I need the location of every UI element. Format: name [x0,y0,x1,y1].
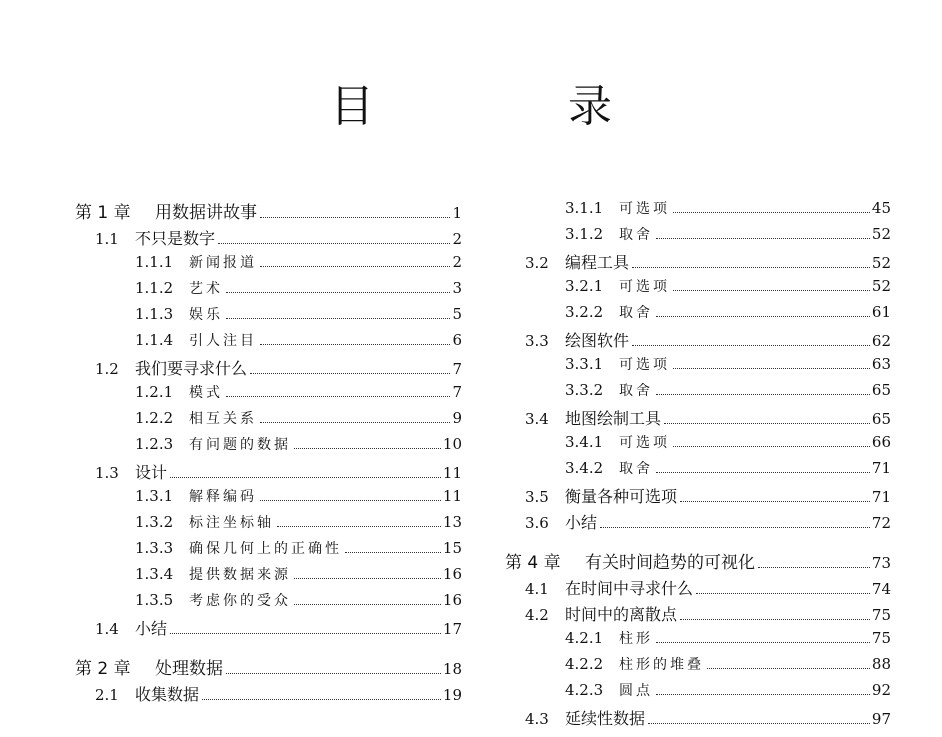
toc-entry-sec[interactable] [505,576,891,602]
toc-entry-title: 设计 [135,463,168,482]
toc-entry-page: 13 [442,513,462,531]
toc-entry-number: 3.3.1 [565,355,604,373]
toc-entry-number: 1.2 [95,360,119,378]
dot-leader [696,593,870,594]
toc-entry-sec[interactable] [75,356,462,382]
dot-leader [260,422,450,423]
toc-entry-title: 小结 [565,513,598,532]
toc-entry-title: 取舍 [619,383,653,399]
toc-entry-page: 74 [871,580,891,598]
toc-entry-number: 1.1.4 [135,331,174,349]
dot-leader [260,217,450,218]
toc-entry-sec[interactable] [505,406,891,432]
toc-entry-number: 4.1 [525,580,549,598]
toc-entry-number: 1.3.4 [135,565,174,583]
dot-leader [656,238,870,239]
toc-entry-number: 1.3.5 [135,591,174,609]
toc-entry-page: 9 [452,409,462,427]
toc-entry-page: 71 [871,459,891,477]
toc-entry-page: 16 [442,565,462,583]
toc-entry-sub[interactable] [505,354,891,380]
toc-entry-sec[interactable] [75,226,462,252]
toc-entry-number: 1.1 [95,230,119,248]
toc-entry-title: 考虑你的受众 [189,593,291,609]
toc-entry-number: 1.3.2 [135,513,174,531]
toc-entry-title: 编程工具 [565,253,630,272]
toc-entry-title: 标注坐标轴 [189,515,274,531]
toc-entry-page: 16 [442,591,462,609]
dot-leader [170,633,441,634]
toc-entry-number: 1.2.3 [135,435,174,453]
toc-entry-sub[interactable] [505,654,891,680]
toc-entry-number: 第 1 章 [75,203,131,223]
toc-entry-title: 处理数据 [155,659,223,679]
toc-column-left [75,198,462,708]
toc-entry-sub[interactable] [505,458,891,484]
toc-entry-sub[interactable] [505,432,891,458]
toc-entry-page: 66 [871,433,891,451]
toc-entry-title: 解释编码 [189,489,257,505]
toc-entry-sub[interactable] [75,304,462,330]
toc-entry-title: 引人注目 [189,333,257,349]
toc-entry-sub[interactable] [505,198,891,224]
toc-entry-number: 3.3 [525,332,549,350]
toc-entry-sec[interactable] [505,706,891,732]
toc-entry-number: 3.2.2 [565,303,604,321]
dot-leader [656,394,870,395]
toc-entry-number: 3.5 [525,488,549,506]
toc-entry-sec[interactable] [505,602,891,628]
toc-entry-number: 3.2.1 [565,277,604,295]
toc-entry-number: 4.2 [525,606,549,624]
toc-entry-page: 6 [452,331,462,349]
toc-entry-title: 在时间中寻求什么 [565,579,694,598]
toc-entry-number: 第 4 章 [505,553,561,573]
toc-entry-page: 97 [871,710,891,728]
toc-entry-page: 63 [871,355,891,373]
toc-entry-chap[interactable] [75,198,462,226]
dot-leader [673,212,870,213]
dot-leader [632,345,870,346]
toc-entry-sub[interactable] [75,278,462,304]
toc-entry-title: 可选项 [619,435,670,451]
toc-entry-page: 18 [442,660,462,678]
toc-entry-page: 52 [871,225,891,243]
dot-leader [673,446,870,447]
dot-leader [707,668,870,669]
toc-entry-number: 4.2.1 [565,629,604,647]
dot-leader [294,578,441,579]
toc-entry-page: 11 [442,464,462,482]
dot-leader [680,619,870,620]
toc-entry-title: 相互关系 [189,411,257,427]
toc-entry-number: 1.3 [95,464,119,482]
dot-leader [226,292,450,293]
toc-entry-number: 4.2.2 [565,655,604,673]
toc-entry-sec[interactable] [505,250,891,276]
dot-leader [170,477,441,478]
dot-leader [656,472,870,473]
toc-entry-title: 柱形 [619,631,653,647]
dot-leader [680,501,870,502]
dot-leader [656,642,870,643]
toc-entry-number: 1.3.1 [135,487,174,505]
toc-entry-title: 不只是数字 [135,229,216,248]
toc-entry-number: 1.3.3 [135,539,174,557]
toc-entry-sec[interactable] [505,484,891,510]
dot-leader [673,290,870,291]
dot-leader [664,423,870,424]
toc-entry-page: 88 [871,655,891,673]
toc-entry-page: 2 [452,230,462,248]
toc-entry-page: 75 [871,629,891,647]
toc-entry-page: 1 [452,204,462,222]
toc-entry-title: 艺术 [189,281,223,297]
toc-entry-title: 衡量各种可选项 [565,487,678,506]
toc-entry-sub[interactable] [75,486,462,512]
toc-entry-page: 45 [871,199,891,217]
toc-entry-number: 4.2.3 [565,681,604,699]
toc-entry-page: 5 [452,305,462,323]
toc-entry-page: 71 [871,488,891,506]
page-title: 目 录 [330,81,702,132]
toc-entry-title: 用数据讲故事 [155,203,257,223]
toc-entry-sub[interactable] [75,408,462,434]
toc-entry-sub[interactable] [505,380,891,406]
toc-entry-chap[interactable] [505,548,891,576]
dot-leader [260,344,450,345]
toc-entry-title: 新闻报道 [189,255,257,271]
dot-leader [226,673,441,674]
toc-entry-page: 3 [452,279,462,297]
toc-entry-page: 61 [871,303,891,321]
toc-entry-page: 73 [871,554,891,572]
dot-leader [656,316,870,317]
toc-entry-page: 11 [442,487,462,505]
toc-entry-title: 有关时间趋势的可视化 [585,553,755,573]
toc-entry-page: 52 [871,254,891,272]
toc-entry-title: 模式 [189,385,223,401]
toc-entry-sub[interactable] [75,512,462,538]
toc-entry-sub[interactable] [75,330,462,356]
toc-entry-sec[interactable] [75,460,462,486]
dot-leader [226,318,450,319]
toc-entry-sub[interactable] [505,302,891,328]
toc-entry-page: 72 [871,514,891,532]
toc-entry-number: 1.2.1 [135,383,174,401]
toc-entry-title: 提供数据来源 [189,567,291,583]
toc-entry-page: 52 [871,277,891,295]
dot-leader [673,368,870,369]
dot-leader [260,266,450,267]
dot-leader [758,567,870,568]
toc-entry-title: 柱形的堆叠 [619,657,704,673]
toc-entry-number: 1.4 [95,620,119,638]
toc-entry-number: 1.1.2 [135,279,174,297]
toc-entry-number: 1.1.1 [135,253,174,271]
toc-entry-number: 2.1 [95,686,119,704]
toc-entry-title: 确保几何上的正确性 [189,541,342,557]
toc-entry-sec[interactable] [505,510,891,536]
toc-entry-sub[interactable] [75,434,462,460]
toc-entry-page: 65 [871,410,891,428]
dot-leader [294,448,441,449]
toc-entry-sub[interactable] [505,224,891,250]
toc-entry-page: 2 [452,253,462,271]
toc-entry-title: 娱乐 [189,307,223,323]
toc-entry-number: 3.4.1 [565,433,604,451]
toc-entry-page: 65 [871,381,891,399]
toc-entry-number: 4.3 [525,710,549,728]
toc-entry-sub[interactable] [505,680,891,706]
toc-entry-title: 取舍 [619,461,653,477]
toc-entry-title: 绘图软件 [565,331,630,350]
dot-leader [202,699,441,700]
toc-entry-title: 延续性数据 [565,709,646,728]
toc-entry-page: 92 [871,681,891,699]
toc-entry-title: 圆点 [619,683,653,699]
toc-entry-number: 1.2.2 [135,409,174,427]
toc-entry-sec[interactable] [75,616,462,642]
toc-entry-chap[interactable] [75,654,462,682]
toc-entry-title: 取舍 [619,305,653,321]
toc-column-right [505,198,891,732]
toc-entry-number: 3.1.2 [565,225,604,243]
toc-entry-number: 3.3.2 [565,381,604,399]
toc-entry-page: 7 [452,383,462,401]
toc-entry-title: 可选项 [619,201,670,217]
toc-entry-sub[interactable] [75,382,462,408]
toc-entry-page: 62 [871,332,891,350]
toc-entry-title: 有问题的数据 [189,437,291,453]
dot-leader [277,526,441,527]
toc-entry-title: 可选项 [619,279,670,295]
dot-leader [648,723,870,724]
toc-entry-sub[interactable] [75,538,462,564]
toc-entry-page: 10 [442,435,462,453]
toc-entry-number: 3.4.2 [565,459,604,477]
toc-entry-number: 3.1.1 [565,199,604,217]
toc-entry-title: 收集数据 [135,685,200,704]
toc-entry-sub[interactable] [75,590,462,616]
toc-entry-page: 75 [871,606,891,624]
toc-entry-sub[interactable] [75,564,462,590]
toc-entry-page: 19 [442,686,462,704]
dot-leader [600,527,870,528]
toc-entry-number: 第 2 章 [75,659,131,679]
toc-entry-sub[interactable] [505,276,891,302]
dot-leader [226,396,450,397]
toc-entry-number: 3.6 [525,514,549,532]
dot-leader [294,604,441,605]
toc-entry-number: 1.1.3 [135,305,174,323]
toc-entry-sub[interactable] [505,628,891,654]
toc-entry-page: 7 [452,360,462,378]
toc-entry-title: 取舍 [619,227,653,243]
toc-entry-title: 地图绘制工具 [565,409,662,428]
toc-entry-page: 17 [442,620,462,638]
dot-leader [632,267,870,268]
toc-entry-title: 可选项 [619,357,670,373]
dot-leader [260,500,441,501]
dot-leader [250,373,450,374]
toc-entry-number: 3.4 [525,410,549,428]
toc-entry-sec[interactable] [505,328,891,354]
dot-leader [218,243,450,244]
toc-entry-sub[interactable] [75,252,462,278]
dot-leader [345,552,441,553]
toc-entry-page: 15 [442,539,462,557]
toc-entry-title: 我们要寻求什么 [135,359,248,378]
toc-entry-number: 3.2 [525,254,549,272]
toc-entry-sec[interactable] [75,682,462,708]
toc-entry-title: 小结 [135,619,168,638]
toc-entry-title: 时间中的离散点 [565,605,678,624]
dot-leader [656,694,870,695]
